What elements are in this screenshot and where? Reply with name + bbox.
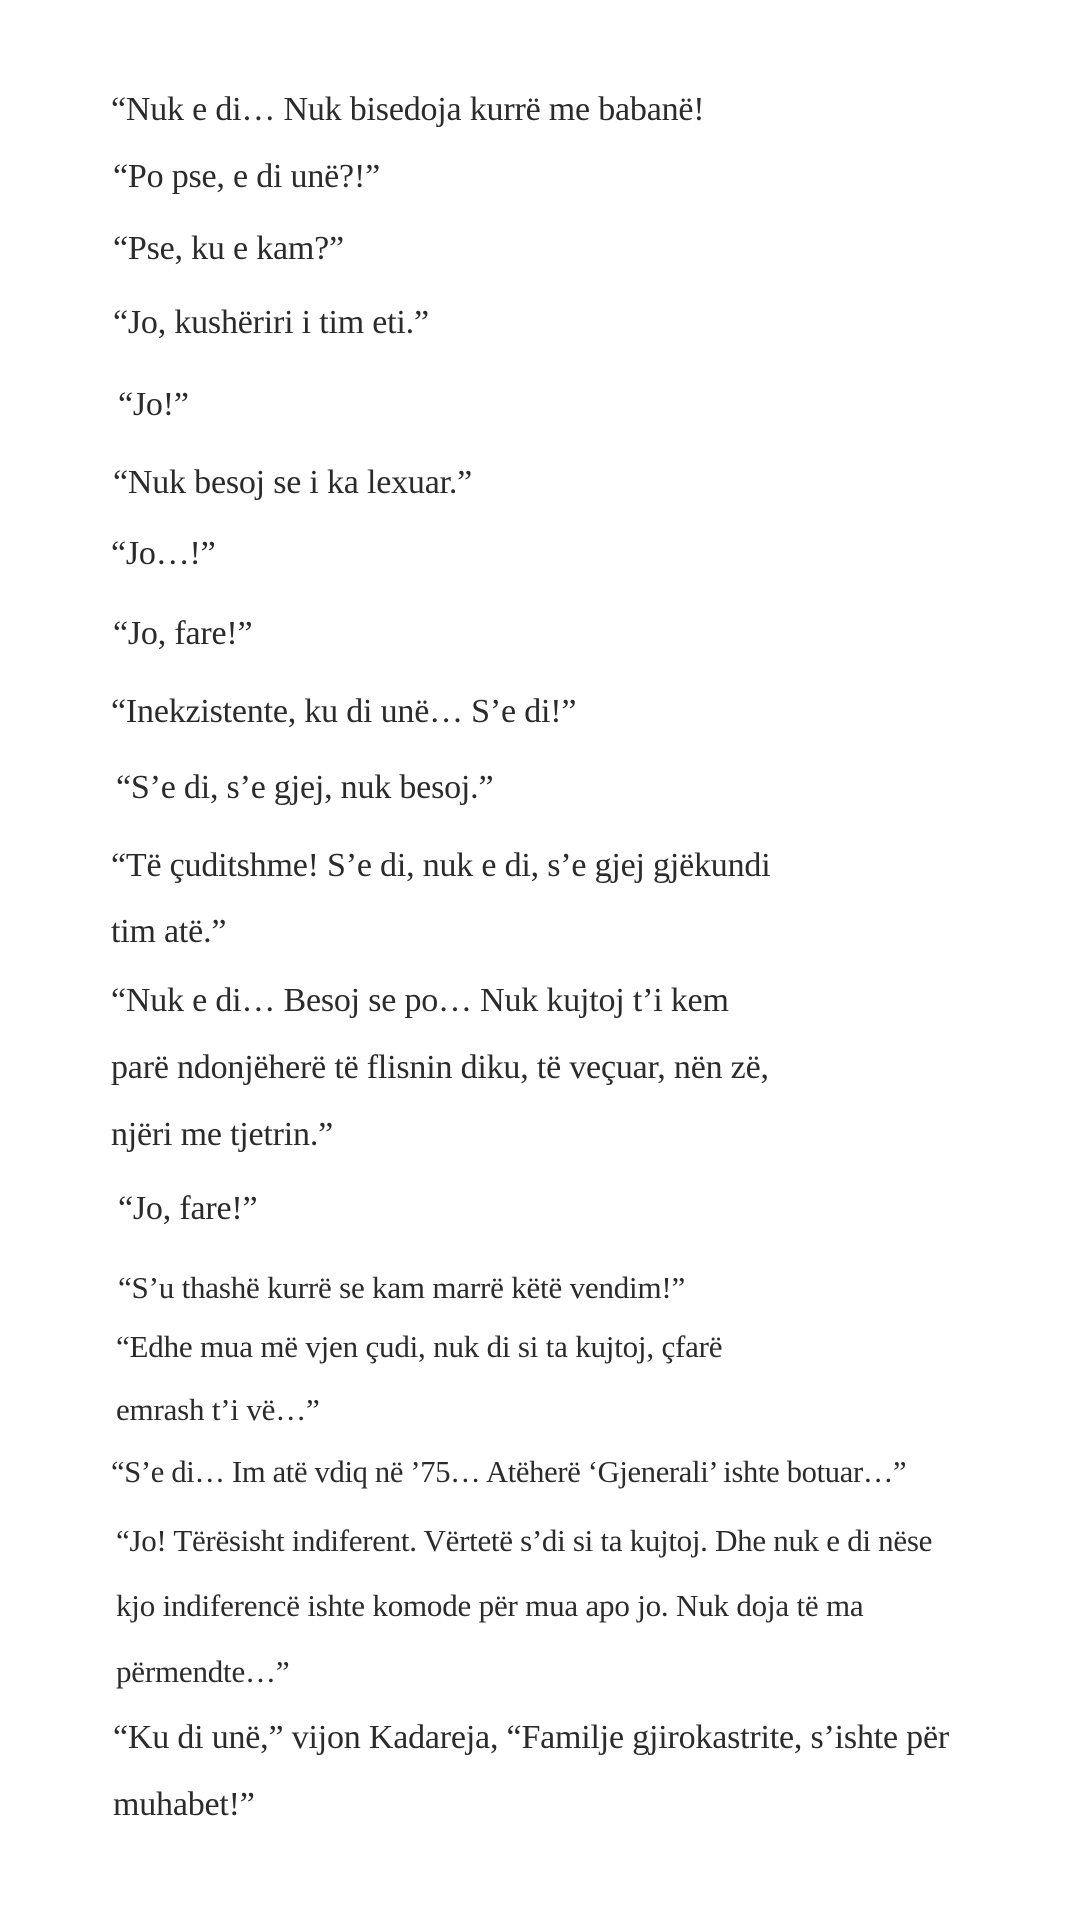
text-line: “Jo, kushëriri i tim eti.” bbox=[113, 304, 429, 341]
text-line: “Nuk e di… Nuk bisedoja kurrë me babanë! bbox=[111, 91, 705, 128]
text-line: “S’e di, s’e gjej, nuk besoj.” bbox=[116, 769, 494, 806]
text-line: kjo indiferencë ishte komode për mua apo jo. Nuk doja të ma bbox=[116, 1588, 864, 1623]
text-line: “Të çuditshme! S’e di, nuk e di, s’e gjej gjëkundi bbox=[111, 847, 771, 884]
text-line: “Inekzistente, ku di unë… S’e di!” bbox=[111, 693, 577, 730]
text-line: “Pse, ku e kam?” bbox=[113, 230, 344, 267]
text-line: emrash t’i vë…” bbox=[116, 1392, 320, 1427]
text-line: përmendte…” bbox=[116, 1654, 290, 1689]
text-line: parë ndonjëherë të flisnin diku, të veçuar, nën zë, bbox=[111, 1049, 769, 1086]
text-line: “Nuk besoj se i ka lexuar.” bbox=[113, 464, 473, 501]
text-line: “Jo, fare!” bbox=[113, 615, 253, 652]
text-line: njëri me tjetrin.” bbox=[111, 1116, 334, 1153]
text-line: “S’e di… Im atë vdiq në ’75… Atëherë ‘Gjenerali’ ishte botuar…” bbox=[111, 1455, 907, 1489]
text-line: “Po pse, e di unë?!” bbox=[113, 158, 380, 195]
text-line: “Jo!” bbox=[118, 386, 189, 423]
text-line: “S’u thashë kurrë se kam marrë këtë vendim!” bbox=[118, 1270, 686, 1305]
text-line: “Jo! Tërësisht indiferent. Vërtetë s’di si ta kujtoj. Dhe nuk e di nëse bbox=[116, 1523, 933, 1558]
text-line: “Jo…!” bbox=[111, 535, 216, 572]
text-line: “Ku di unë,” vijon Kadareja, “Familje gjirokastrite, s’ishte për bbox=[113, 1719, 949, 1756]
text-line: “Nuk e di… Besoj se po… Nuk kujtoj t’i kem bbox=[111, 982, 729, 1019]
text-line: “Jo, fare!” bbox=[118, 1190, 258, 1227]
text-line: tim atë.” bbox=[111, 913, 227, 950]
text-line: muhabet!” bbox=[113, 1786, 255, 1823]
text-line: “Edhe mua më vjen çudi, nuk di si ta kujtoj, çfarë bbox=[116, 1329, 723, 1364]
